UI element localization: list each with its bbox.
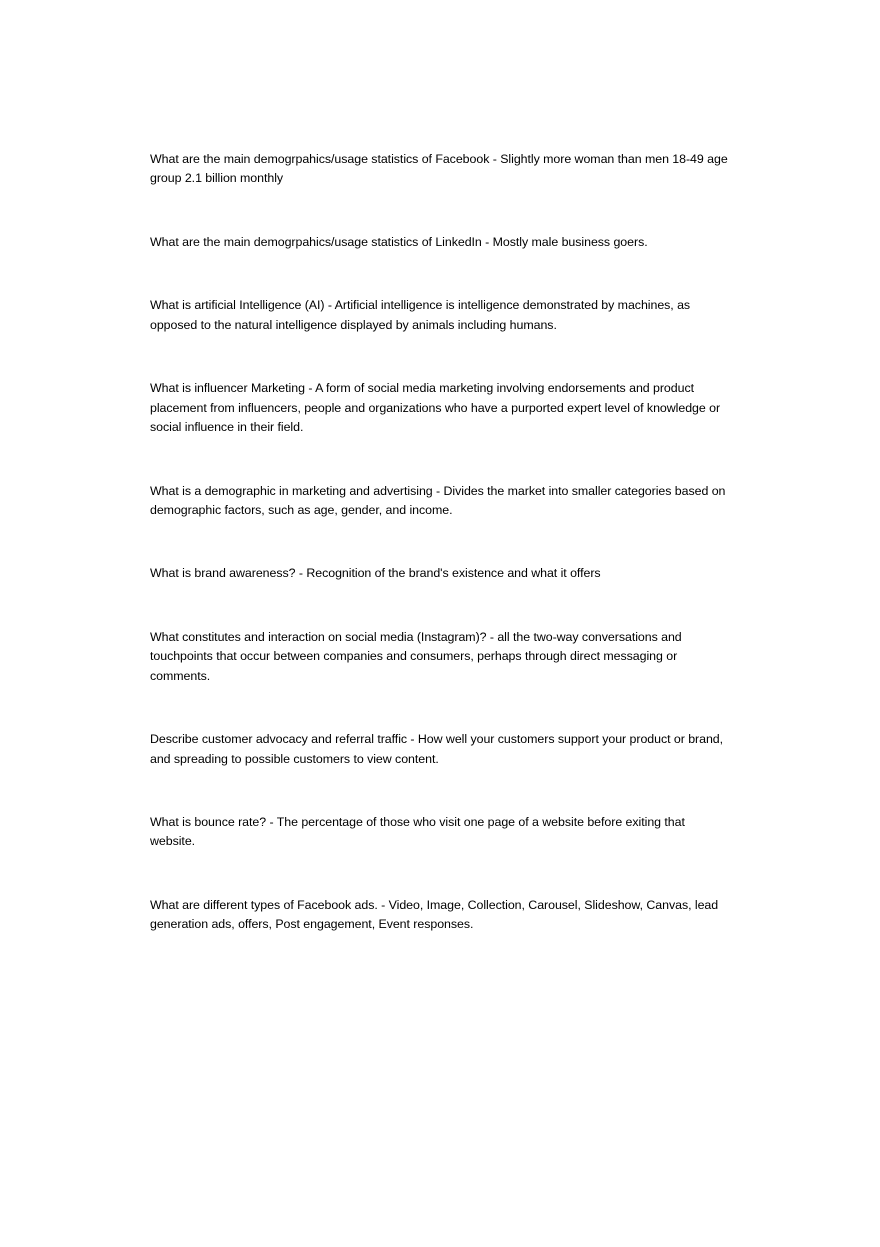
qa-item-bounce-rate: What is bounce rate? - The percentage of those who visit one page of a website before exiting that website. — [150, 815, 685, 849]
qa-item-demographic: What is a demographic in marketing and advertising - Divides the market into smaller categories based on demographic factors, such as age, gender, and income. — [150, 483, 726, 517]
qa-item-social-interaction: What constitutes and interaction on social media (Instagram)? - all the two-way conversations and touchpoints that occur between companies and consumers, perhaps through direct messaging or comments. — [150, 630, 682, 683]
qa-item-brand-awareness: What is brand awareness? - Recognition of the brand's existence and what it offers — [150, 566, 601, 581]
qa-item-facebook-ad-types: What are different types of Facebook ads. - Video, Image, Collection, Carousel, Slideshow, Canvas, lead generation ads, offers, Post engagement, Event responses. — [150, 898, 719, 932]
qa-item-facebook-demographics: What are the main demogrpahics/usage statistics of Facebook - Slightly more woman than men 18-49 age group 2.1 billion monthly — [150, 152, 728, 186]
qa-item-influencer-marketing: What is influencer Marketing - A form of social media marketing involving endorsements and product placement from influencers, people and organizations who have a purported expert level of knowledge or social influence in their field. — [150, 381, 721, 434]
qa-list — [150, 150, 730, 979]
qa-item-customer-advocacy: Describe customer advocacy and referral traffic - How well your customers support your product or brand, and spreading to possible customers to view content. — [150, 732, 724, 766]
qa-item-linkedin-demographics: What are the main demogrpahics/usage statistics of LinkedIn - Mostly male business goers. — [150, 234, 648, 249]
qa-item-artificial-intelligence: What is artificial Intelligence (AI) - Artificial intelligence is intelligence demonstrated by machines, as opposed to the natural intelligence displayed by animals including humans. — [150, 298, 691, 332]
